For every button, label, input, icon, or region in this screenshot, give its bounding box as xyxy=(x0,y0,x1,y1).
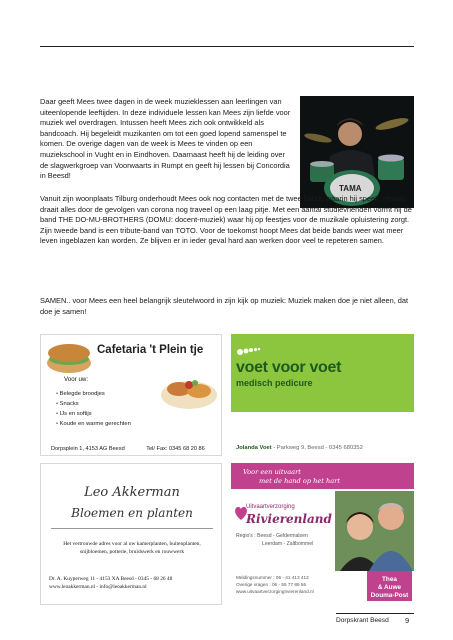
leo-web: www.leoakkerman.nl - info@leoakkerman.nl xyxy=(49,584,147,590)
cafetaria-phone: Tel/ Fax: 0345 68 20 86 xyxy=(146,446,205,452)
voet-title: voet voor voet xyxy=(236,359,342,376)
rivierenland-brand-small: Uitvaartverzorging xyxy=(246,504,295,510)
rivierenland-brand: Rivierenland xyxy=(246,512,332,526)
article-paragraph-2: Vanuit zijn woonplaats Tilburg onderhoudt Mees ook nog contacten met de twee bands waarin hij speelt. Helaas draait alles door de gevolgen van corona nog traveel op een laag pitje. Met een aantal studievrienden vormt hij de band THE DO-MU-BROTHERS (DOMU: docent-muziek) waar hij op feestjes voor de muzikale opluistering zorgt. Zijn tweede band is een tribute-band van TOTO. Voor de toekomst hoopt Mees dat beide bands weer wat meer leven ingeblazen kan worden. Ze blijven er in ieder geval hard aan werken door veel te repeteren samen. xyxy=(40,194,412,246)
drum-brand-label: TAMA xyxy=(339,184,362,193)
snacks-image xyxy=(159,369,219,411)
regions-line-1: : Beesd - Geldermalsen xyxy=(254,533,308,539)
regions-line-2: Leerdam - Zaltbommel xyxy=(262,541,314,547)
voet-voor-voet-ad[interactable] xyxy=(231,334,414,456)
voet-footer xyxy=(236,445,363,451)
list-item: • Belegde broodjes xyxy=(56,389,131,399)
region-label: Regio's xyxy=(236,533,253,539)
article-paragraph-1: Daar geeft Mees twee dagen in de week muzieklessen aan leerlingen van uiteenlopende leeftijden. In deze individuele lessen kan Mees zijn liefde voor muziek wel overdragen. Intussen heeft Mees zich ook ontwikkeld als bandcoach. Hij begeleidt muzikanten om tot een goed lopend samenspel te komen. De overige dagen van de week is Mees te vinden op een muziekschool in Vught en in Eindhoven. Daarnaast heeft hij de leiding over de slagwerkgroep van Voorwaarts in Rumpt en geeft hij lessen bij Concordia in Beesd! xyxy=(40,97,291,181)
cafetaria-address: Dorpsplein 1, 4153 AG Beesd xyxy=(51,446,125,452)
list-item: • Koude en warme gerechten xyxy=(56,419,131,429)
list-item: • Snacks xyxy=(56,399,131,409)
rivierenland-ad[interactable] xyxy=(231,463,414,605)
badge-line-3: Douma-Post xyxy=(370,592,409,599)
leo-akkerman-ad[interactable] xyxy=(40,463,222,605)
badge-line-2: & Auwe xyxy=(377,584,402,591)
badge-line-1: Thea xyxy=(382,576,397,583)
drummer-photo xyxy=(300,96,414,208)
banner-line-2: met de hand op het hart xyxy=(259,477,341,485)
voet-owner: Jolanda Voet xyxy=(236,445,272,451)
voet-address: - Parkweg 9, Beesd - 0345 680352 xyxy=(271,445,363,451)
page-number: 9 xyxy=(405,616,410,625)
cafetaria-ad[interactable] xyxy=(40,334,222,456)
rivierenland-banner xyxy=(231,463,414,489)
cafetaria-for-you: Voor uw: xyxy=(64,376,89,383)
owners-badge xyxy=(367,571,412,601)
contact-line-1: Meldingsnummer : 06 - 41 413 412 xyxy=(236,575,309,580)
owners-photo xyxy=(335,491,414,571)
cafetaria-name: Cafetaria 't Plein tje xyxy=(97,344,204,356)
voet-subtitle: medisch pedicure xyxy=(236,378,313,388)
banner-line-1: Voor een uitvaart xyxy=(243,468,301,476)
top-rule xyxy=(40,46,414,47)
cafetaria-footer xyxy=(51,446,205,452)
rivierenland-regions xyxy=(236,532,313,548)
rivierenland-contact xyxy=(236,574,314,595)
leo-address: Dr. A. Kuyperweg 11 - 4153 XA Beesd - 0345 - 68 26 48 xyxy=(49,576,173,582)
contact-web: www.uitvaartverzorgingrivierenland.nl xyxy=(236,589,314,594)
footer-rule xyxy=(336,613,414,614)
leo-name: Leo Akkerman xyxy=(84,485,180,500)
leo-contact xyxy=(49,575,215,591)
leo-divider xyxy=(51,528,213,529)
footer-publication: Dorpskrant Beesd xyxy=(336,617,389,624)
cafetaria-menu-list xyxy=(56,389,131,429)
leo-subtitle: Bloemen en planten xyxy=(71,506,193,520)
footprint-dots-icon xyxy=(236,346,264,356)
sandwich-image xyxy=(45,339,93,375)
contact-line-2: Overige vragen : 06 - 55 77 86 56 xyxy=(236,582,307,587)
list-item: • IJs en softijs xyxy=(56,409,131,419)
leo-description: Het vertrouwde adres voor al uw kamerplanten, buitenplanten, snijbloemen, potterie, bruidswerk en rouwwerk xyxy=(63,541,201,555)
article-paragraph-3: SAMEN.. voor Mees een heel belangrijk sleutelwoord in zijn kijk op muziek: Muziek maken doe je niet alleen, dat doe je samen! xyxy=(40,296,409,316)
